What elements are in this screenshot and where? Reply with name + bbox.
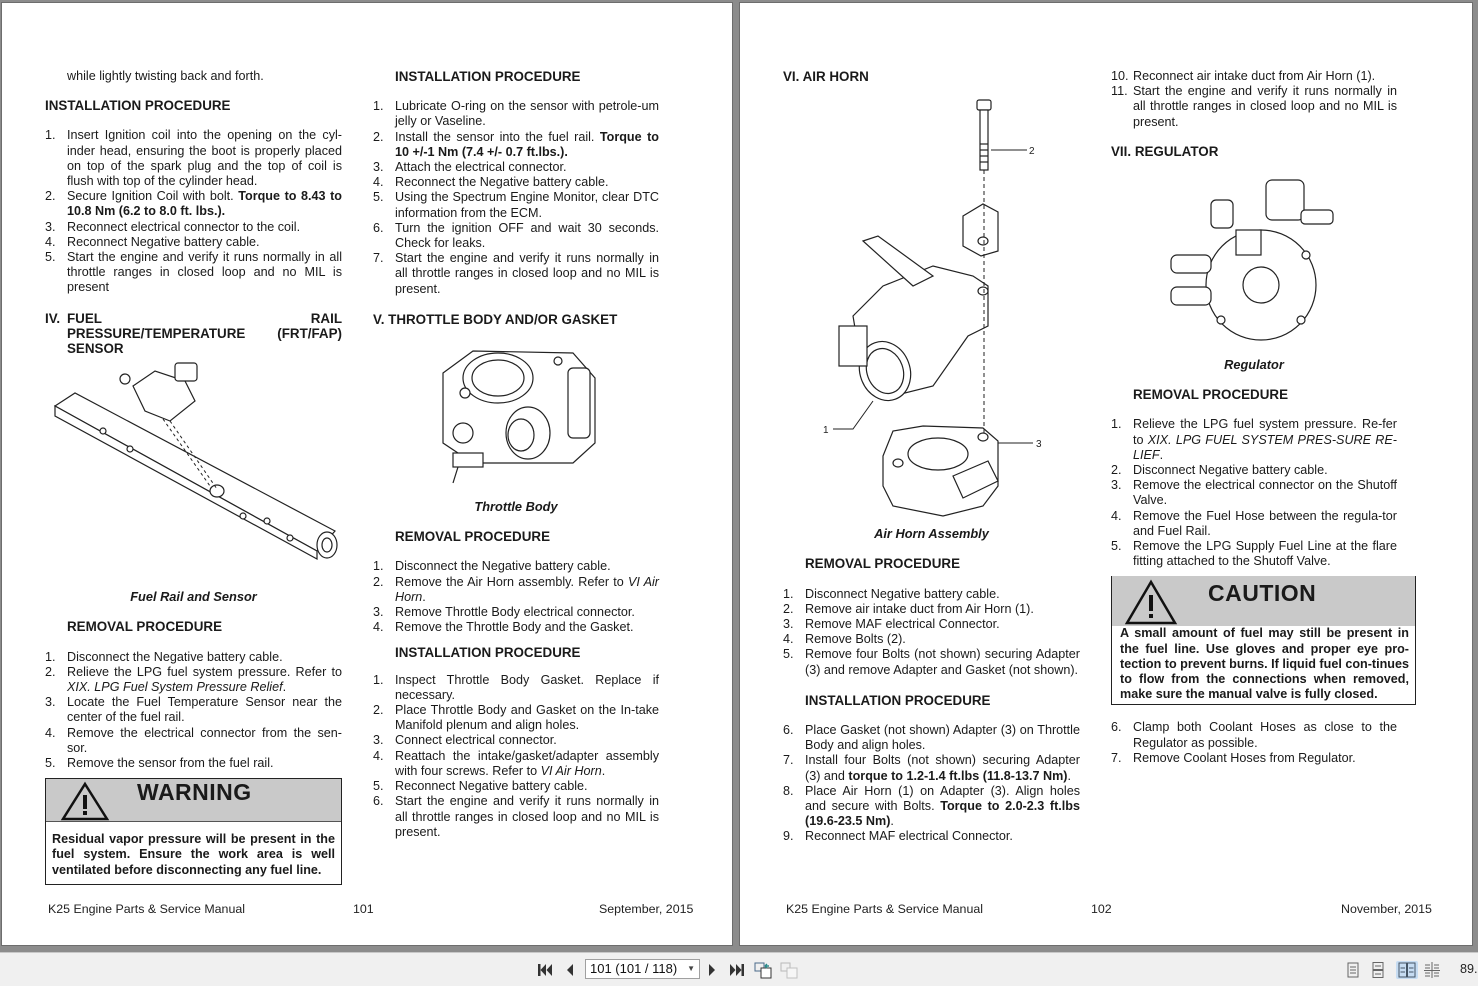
removal-steps: [45, 650, 342, 772]
installation-heading: INSTALLATION PROCEDURE: [395, 69, 581, 84]
next-page-icon: [707, 963, 717, 977]
list-item: 3. Reconnect electrical connector to the coil.: [45, 219, 301, 234]
removal-heading: REMOVAL PROCEDURE: [395, 529, 550, 545]
list-item: 10. Reconnect air intake duct from Air Horn (1).: [1111, 69, 1376, 83]
list-item: 1. Lubricate O-ring on the sensor with petrole-um jelly or Vaseline.: [373, 99, 659, 129]
fuel-rail-and-sensor-figure: [45, 361, 342, 586]
section-heading-regulator: VII. REGULATOR: [1111, 143, 1219, 159]
previous-page-button[interactable]: [561, 961, 579, 979]
page-102: [739, 2, 1473, 946]
section-heading-fuel-rail-sensor: IV. FUEL RAIL PRESSURE/TEMPERATURE (FRT/FAP) SENSOR: [45, 310, 342, 357]
next-page-button[interactable]: [703, 961, 721, 979]
figure-caption-air-horn: Air Horn Assembly: [874, 526, 989, 542]
caution-box: [1111, 576, 1416, 705]
list-item: 2. Place Throttle Body and Gasket on the In-take Manifold plenum and align holes.: [373, 703, 659, 733]
list-item: 3. Attach the electrical connector.: [373, 160, 567, 175]
warning-title: WARNING: [137, 779, 252, 806]
section-heading-throttle-body: V. THROTTLE BODY AND/OR GASKET: [373, 311, 618, 327]
previous-view-icon: [754, 961, 772, 979]
next-view-icon: [780, 961, 798, 979]
list-item: 2. Install the sensor into the fuel rail. Torque to 10 +/-1 Nm (7.4 +/- 0.7 ft.lbs.).: [373, 129, 659, 159]
regulator-steps-continued: [1111, 720, 1397, 766]
list-item: 6. Clamp both Coolant Hoses as close to the Regulator as possible.: [1111, 720, 1397, 750]
list-item: 1. Disconnect the Negative battery cable.: [373, 559, 611, 574]
throttle-body-figure: [373, 333, 659, 493]
list-item: 5. Reconnect Negative battery cable.: [373, 779, 588, 794]
list-item: 3. Locate the Fuel Temperature Sensor near the center of the fuel rail.: [45, 695, 342, 725]
caution-text: A small amount of fuel may still be present in the fuel line. Use gloves and proper eye pro-tection to prevent burns. If liquid fuel con-tinues to flow from the connections when removed, make sure the manual valve is fully closed.: [1120, 626, 1409, 702]
caution-title: CAUTION: [1208, 580, 1317, 607]
left-page-column-1: [45, 69, 342, 885]
callout-1: 1: [823, 425, 829, 437]
installation-steps-continued: [1111, 69, 1397, 130]
next-view-button[interactable]: [780, 961, 798, 979]
removal-heading: REMOVAL PROCEDURE: [67, 619, 222, 635]
list-item: 6. Turn the ignition OFF and wait 30 seconds. Check for leaks.: [373, 220, 659, 251]
list-item: 7. Install four Bolts (not shown) securing Adapter (3) and torque to 1.2-1.4 ft.lbs (11.8-13.7 Nm).: [783, 753, 1080, 783]
list-item: 5. Remove the sensor from the fuel rail.: [45, 756, 274, 771]
installation-steps-2: [373, 673, 659, 840]
installation-heading: INSTALLATION PROCEDURE: [45, 98, 231, 114]
list-item: 3. Remove Throttle Body electrical connector.: [373, 605, 635, 620]
prev-page-icon: [565, 963, 575, 977]
caution-triangle-icon: [1124, 579, 1178, 625]
callout-3: 3: [1036, 439, 1042, 451]
footer-page-number: 102: [1091, 902, 1112, 916]
list-item: 4. Remove the electrical connector from the sen-sor.: [45, 725, 342, 755]
first-page-icon: [537, 963, 553, 977]
list-item: 2. Relieve the LPG fuel system pressure. Refer to XIX. LPG Fuel System Pressure Relief.: [45, 664, 342, 695]
list-item: 9. Reconnect MAF electrical Connector.: [783, 829, 1013, 844]
list-item: 1. Disconnect Negative battery cable.: [783, 586, 1000, 601]
dropdown-arrow-icon: ▼: [687, 964, 695, 973]
removal-heading: REMOVAL PROCEDURE: [805, 556, 960, 572]
last-page-button[interactable]: [728, 961, 746, 979]
list-item: 1. Disconnect the Negative battery cable.: [45, 649, 283, 664]
footer-page-number: 101: [353, 902, 374, 916]
list-item: 3. Remove MAF electrical Connector.: [783, 617, 1000, 632]
footer-date: November, 2015: [1341, 902, 1432, 916]
warning-text: Residual vapor pressure will be present in the fuel system. Ensure the work area is well ventilated before disconnecting any fuel line.: [52, 832, 335, 877]
list-item: 4. Remove the Throttle Body and the Gasket.: [373, 620, 634, 635]
page-number-select[interactable]: 101 (101 / 118) ▼: [585, 959, 700, 979]
air-horn-assembly-figure: [783, 86, 1080, 526]
footer-date: September, 2015: [599, 902, 694, 916]
removal-heading: REMOVAL PROCEDURE: [1133, 387, 1288, 403]
single-page-view-icon: [1346, 962, 1360, 978]
list-item: 6. Place Gasket (not shown) Adapter (3) on Throttle Body and align holes.: [783, 723, 1080, 753]
list-item: 2. Remove air intake duct from Air Horn (1).: [783, 601, 1034, 616]
callout-2: 2: [1029, 146, 1035, 158]
list-item: 1. Relieve the LPG fuel system pressure. Re-fer to XIX. LPG FUEL SYSTEM PRES-SURE RE-LIEF.: [1111, 417, 1397, 462]
single-page-view-button[interactable]: [1344, 961, 1362, 979]
list-item: 5. Using the Spectrum Engine Monitor, clear DTC information from the ECM.: [373, 190, 659, 220]
removal-steps: [783, 587, 1080, 678]
two-page-continuous-view-icon: [1423, 962, 1441, 978]
continuous-view-icon: [1371, 962, 1385, 978]
warning-triangle-icon: [60, 781, 110, 821]
intro-line: while lightly twisting back and forth.: [67, 69, 264, 83]
list-item: 5. Start the engine and verify it runs normally in all throttle ranges in closed loop and no MIL is present: [45, 250, 342, 295]
zoom-level[interactable]: 89.: [1460, 962, 1478, 976]
first-page-button[interactable]: [536, 961, 554, 979]
two-page-view-button[interactable]: [1396, 961, 1418, 979]
page-101: [1, 2, 733, 946]
list-item: 3. Connect electrical connector.: [373, 733, 557, 748]
list-item: 4. Reconnect Negative battery cable.: [45, 234, 260, 249]
list-item: 5. Remove four Bolts (not shown) securing Adapter (3) and remove Adapter and Gasket (not shown).: [783, 647, 1080, 677]
list-item: 2. Secure Ignition Coil with bolt. Torque to 8.43 to 10.8 Nm (6.2 to 8.0 ft. lbs.).: [45, 189, 342, 219]
figure-caption-throttle-body: Throttle Body: [474, 499, 558, 515]
list-item: 3. Remove the electrical connector on the Shutoff Valve.: [1111, 478, 1397, 508]
left-page-column-2: [373, 69, 659, 840]
list-item: 4. Remove Bolts (2).: [783, 632, 906, 647]
list-item: 4. Reconnect the Negative battery cable.: [373, 175, 609, 190]
list-item: 7. Start the engine and verify it runs normally in all throttle ranges in closed loop and no MIL is present.: [373, 251, 659, 296]
section-heading-air-horn: VI. AIR HORN: [783, 69, 869, 84]
figure-caption-regulator: Regulator: [1224, 357, 1284, 373]
footer-manual-title: K25 Engine Parts & Service Manual: [786, 902, 983, 916]
installation-steps: [373, 99, 659, 297]
navigation-toolbar: [0, 952, 1478, 986]
previous-view-button[interactable]: [754, 961, 772, 979]
list-item: 2. Disconnect Negative battery cable.: [1111, 463, 1328, 478]
removal-steps: [373, 559, 659, 635]
right-page-column-2: [1111, 69, 1409, 766]
list-item: 4. Remove the Fuel Hose between the regula-tor and Fuel Rail.: [1111, 508, 1397, 538]
list-item: 1. Insert Ignition coil into the opening on the cyl-inder head, ensuring the boot is properly placed on top of the spark plug and the top of coil is flush with top of the cylinder head.: [45, 128, 342, 189]
list-item: 7. Remove Coolant Hoses from Regulator.: [1111, 750, 1356, 765]
warning-box: [45, 778, 342, 885]
footer-manual-title: K25 Engine Parts & Service Manual: [48, 902, 245, 916]
regulator-figure: [1111, 165, 1397, 355]
removal-steps: [1111, 417, 1397, 569]
installation-heading: INSTALLATION PROCEDURE: [805, 692, 991, 708]
list-item: 5. Remove the LPG Supply Fuel Line at the flare fitting attached to the Shutoff Valve.: [1111, 539, 1397, 569]
list-item: 2. Remove the Air Horn assembly. Refer to VI Air Horn.: [373, 574, 659, 604]
installation-heading-2: INSTALLATION PROCEDURE: [395, 645, 581, 661]
list-item: 8. Place Air Horn (1) on Adapter (3). Align holes and secure with Bolts. Torque to 2.0-2.3 ft.lbs (19.6-23.5 Nm).: [783, 783, 1080, 829]
list-item: 1. Inspect Throttle Body Gasket. Replace if necessary.: [373, 672, 659, 702]
right-page-column-1: [783, 69, 1080, 845]
figure-caption-fuel-rail: Fuel Rail and Sensor: [130, 589, 257, 605]
list-item: 4. Reattach the intake/gasket/adapter assembly with four screws. Refer to VI Air Horn.: [373, 748, 659, 778]
continuous-view-button[interactable]: [1369, 961, 1387, 979]
installation-steps: [45, 128, 342, 295]
list-item: 11. Start the engine and verify it runs normally in all throttle ranges in closed loop and no MIL is present.: [1111, 84, 1397, 129]
two-page-view-icon: [1398, 962, 1416, 978]
two-page-continuous-view-button[interactable]: [1423, 961, 1441, 979]
list-item: 6. Start the engine and verify it runs normally in all throttle ranges in closed loop and no MIL is present.: [373, 794, 659, 839]
installation-steps: [783, 723, 1080, 845]
last-page-icon: [729, 963, 745, 977]
